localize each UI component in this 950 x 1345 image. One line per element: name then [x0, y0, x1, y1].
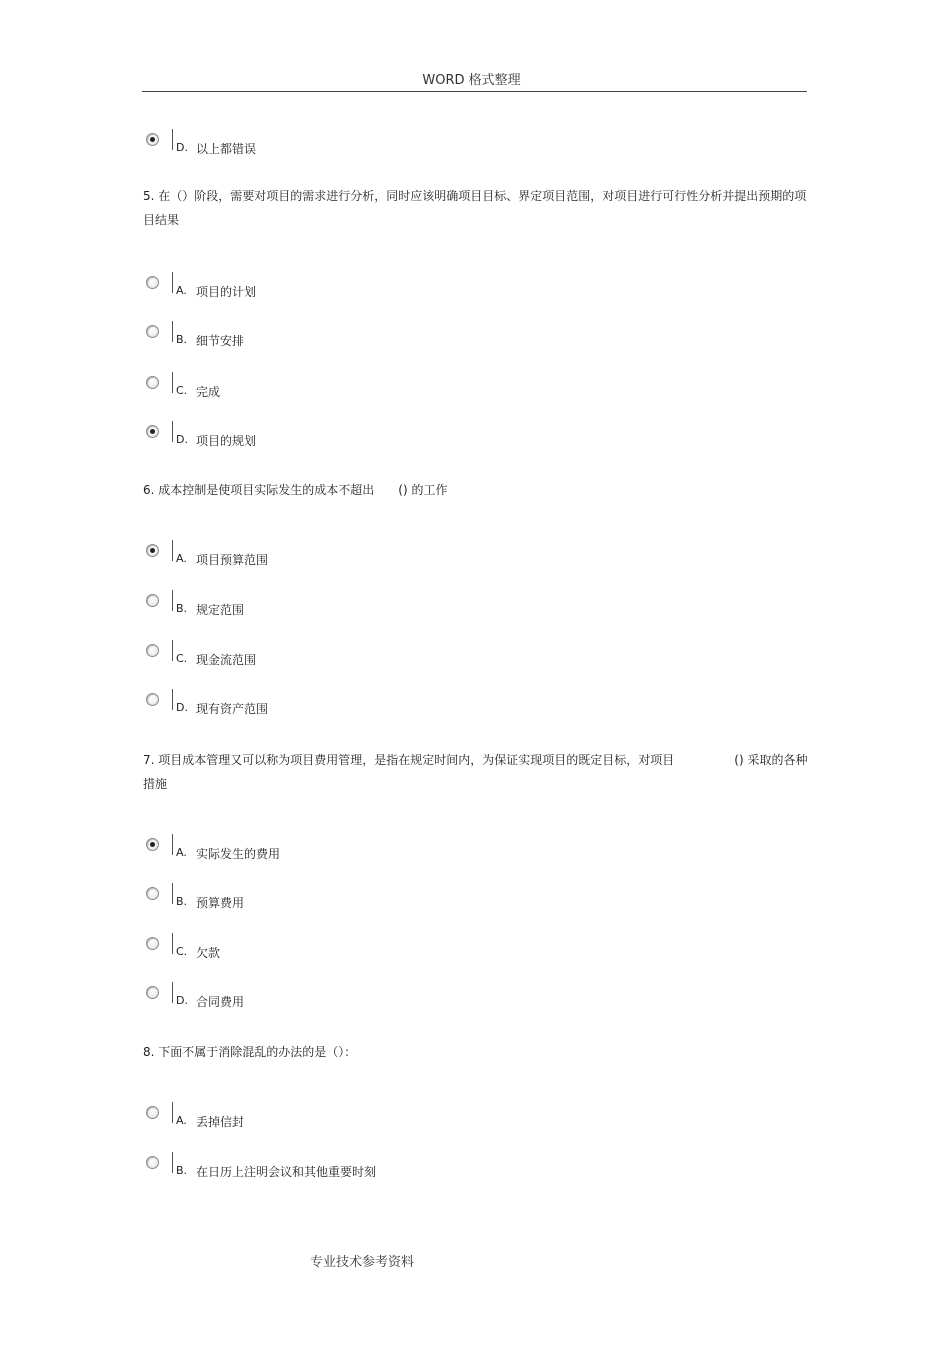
option-text: 欠款: [196, 946, 221, 960]
option-divider: [172, 933, 173, 954]
option-divider: [172, 129, 173, 150]
question-7-text: 7. 项目成本管理又可以称为项目费用管理，是指在规定时间内，为保证实现项目的既定目标，对项目 () 采取的各种措施: [143, 753, 808, 791]
option-text: 合同费用: [196, 995, 245, 1009]
option-letter: A.: [176, 284, 187, 297]
option-divider: [172, 640, 173, 661]
option-text: 实际发生的费用: [196, 847, 281, 861]
option-q5-c[interactable]: [146, 376, 646, 406]
option-letter: D.: [176, 433, 188, 446]
option-letter: C.: [176, 652, 188, 665]
radio-button[interactable]: [146, 1156, 159, 1169]
header-divider: [142, 91, 807, 92]
option-q7-c[interactable]: [146, 937, 646, 967]
option-divider: [172, 590, 173, 611]
option-text: 以上都错误: [196, 142, 257, 156]
option-letter: B.: [176, 602, 188, 615]
question-5-text: 5. 在（）阶段，需要对项目的需求进行分析，同时应该明确项目目标、界定项目范围，对项目进行可行性分析并提出预期的项目结果: [143, 189, 807, 227]
option-q5-d[interactable]: [146, 425, 646, 455]
option-prev-d[interactable]: [146, 133, 646, 163]
option-text: 细节安排: [196, 334, 245, 348]
radio-button-selected[interactable]: [146, 133, 159, 146]
option-divider: [172, 321, 173, 342]
option-q6-c[interactable]: [146, 644, 646, 674]
option-text: 在日历上注明会议和其他重要时刻: [196, 1165, 377, 1179]
option-q6-d[interactable]: [146, 693, 646, 723]
option-divider: [172, 689, 173, 710]
option-q8-a[interactable]: [146, 1106, 646, 1136]
option-text: 丢掉信封: [196, 1115, 245, 1129]
option-divider: [172, 982, 173, 1003]
option-q5-b[interactable]: [146, 325, 646, 355]
option-letter: C.: [176, 945, 188, 958]
radio-button[interactable]: [146, 376, 159, 389]
question-8-text: 8. 下面不属于消除混乱的办法的是（）：: [143, 1045, 357, 1059]
option-letter: C.: [176, 384, 188, 397]
radio-button[interactable]: [146, 693, 159, 706]
option-divider: [172, 272, 173, 293]
radio-button-selected[interactable]: [146, 425, 159, 438]
radio-button-selected[interactable]: [146, 838, 159, 851]
radio-button[interactable]: [146, 937, 159, 950]
option-q7-d[interactable]: [146, 986, 646, 1016]
option-divider: [172, 883, 173, 904]
option-q7-b[interactable]: [146, 887, 646, 917]
option-divider: [172, 1102, 173, 1123]
page-header-title: WORD 格式整理: [422, 73, 521, 88]
option-letter: A.: [176, 846, 187, 859]
radio-button[interactable]: [146, 276, 159, 289]
option-letter: D.: [176, 701, 188, 714]
option-letter: A.: [176, 552, 187, 565]
option-text: 项目的计划: [196, 285, 257, 299]
radio-button[interactable]: [146, 644, 159, 657]
radio-button[interactable]: [146, 986, 159, 999]
option-letter: B.: [176, 895, 188, 908]
option-divider: [172, 372, 173, 393]
radio-button[interactable]: [146, 1106, 159, 1119]
option-letter: D.: [176, 141, 188, 154]
question-6-text: 6. 成本控制是使项目实际发生的成本不超出 () 的工作: [143, 483, 448, 497]
option-q5-a[interactable]: [146, 276, 646, 306]
option-divider: [172, 421, 173, 442]
option-text: 现有资产范围: [196, 702, 269, 716]
radio-button[interactable]: [146, 887, 159, 900]
option-text: 项目预算范围: [196, 553, 269, 567]
option-divider: [172, 1152, 173, 1173]
option-letter: A.: [176, 1114, 187, 1127]
option-text: 项目的规划: [196, 434, 257, 448]
option-divider: [172, 834, 173, 855]
option-letter: B.: [176, 333, 188, 346]
option-letter: B.: [176, 1164, 188, 1177]
option-q8-b[interactable]: [146, 1156, 646, 1186]
option-letter: D.: [176, 994, 188, 1007]
radio-button[interactable]: [146, 325, 159, 338]
option-text: 完成: [196, 385, 221, 399]
option-q6-b[interactable]: [146, 594, 646, 624]
option-q7-a[interactable]: [146, 838, 646, 868]
option-q6-a[interactable]: [146, 544, 646, 574]
option-text: 现金流范围: [196, 653, 257, 667]
option-divider: [172, 540, 173, 561]
radio-button-selected[interactable]: [146, 544, 159, 557]
option-text: 规定范围: [196, 603, 245, 617]
option-text: 预算费用: [196, 896, 245, 910]
radio-button[interactable]: [146, 594, 159, 607]
page-footer-text: 专业技术参考资料: [310, 1255, 415, 1270]
